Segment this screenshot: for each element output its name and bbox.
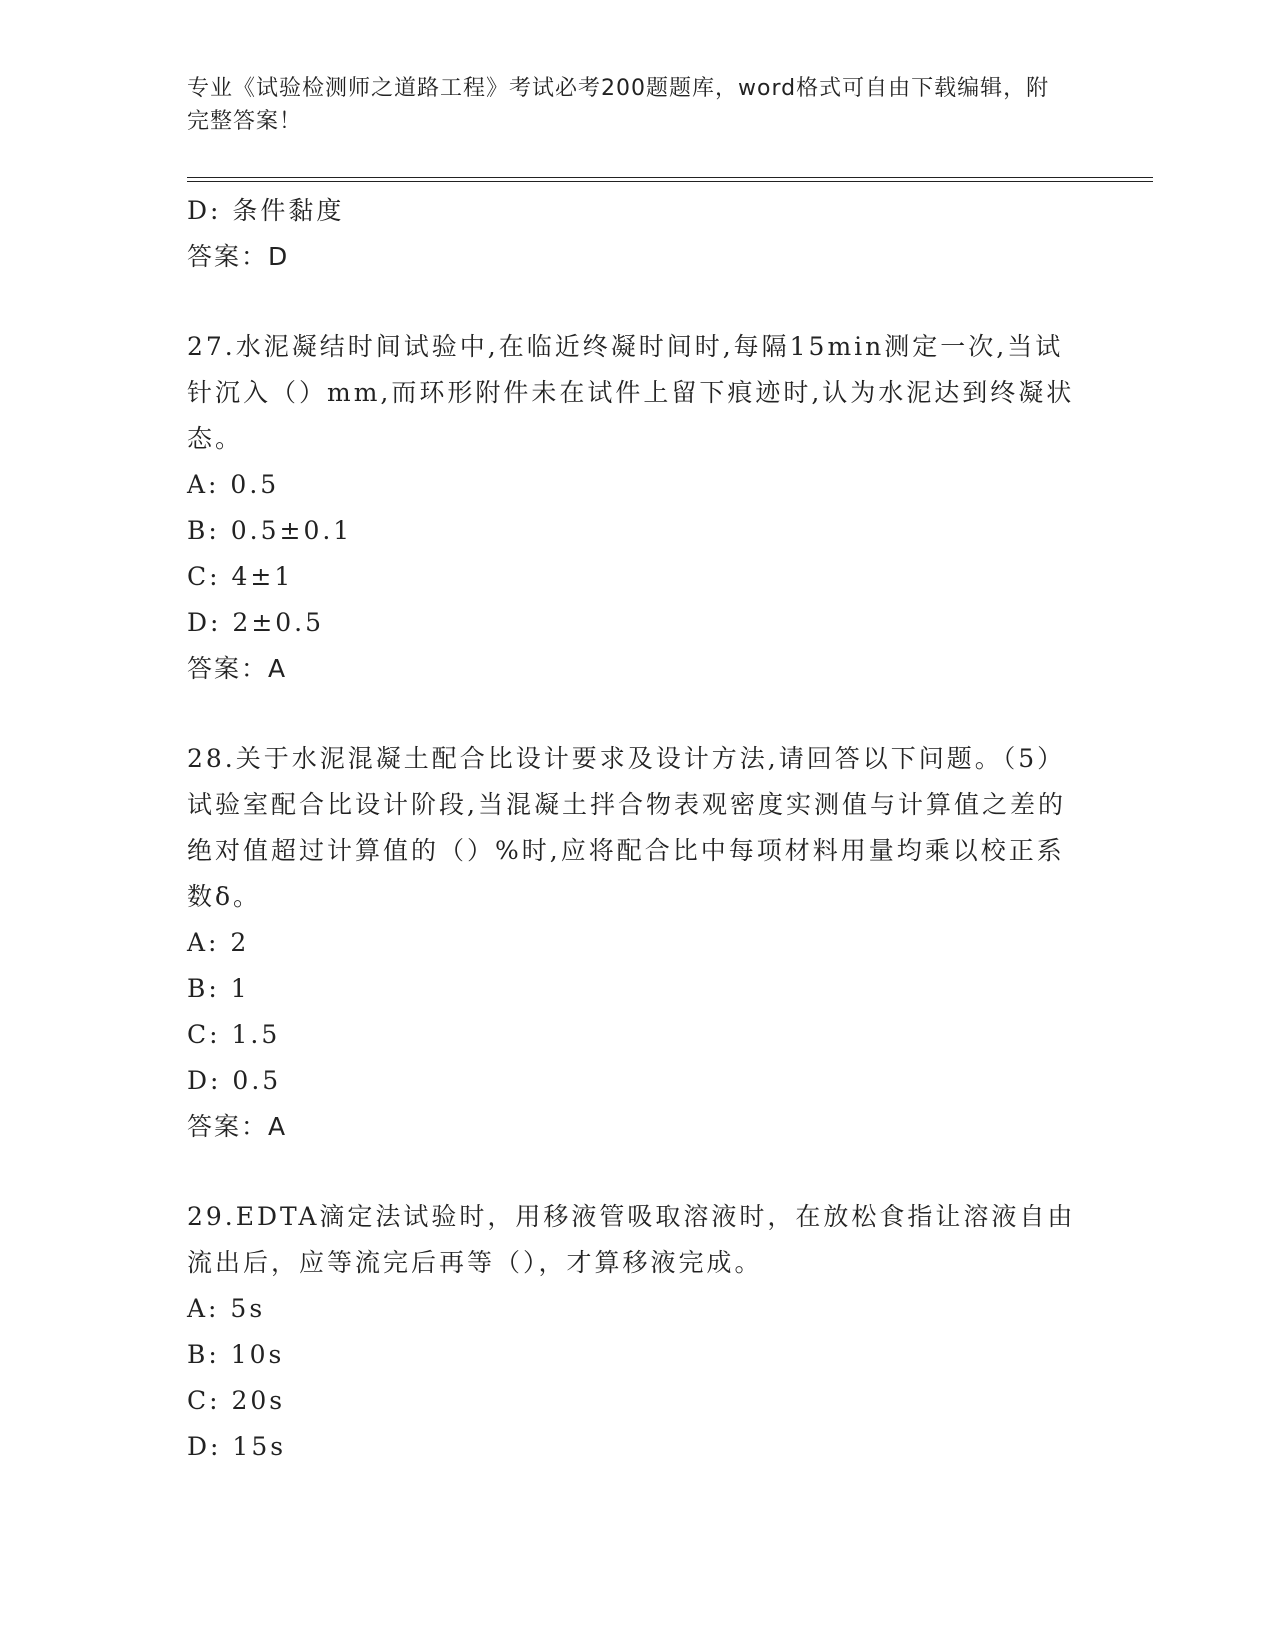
answer: 答案：D: [187, 242, 290, 271]
option-c: C: 4±1: [187, 562, 294, 591]
option-d: D: 2±0.5: [187, 608, 325, 637]
option-a: A: 0.5: [187, 470, 280, 499]
option-d: D: 条件黏度: [187, 196, 345, 225]
option-b: B: 0.5±0.1: [187, 516, 353, 545]
option-b: B: 10s: [187, 1340, 285, 1369]
option-a: A: 2: [187, 928, 250, 957]
page-header: [187, 72, 1067, 138]
question-text: 29.EDTA滴定法试验时，用移液管吸取溶液时，在放松食指让溶液自由流出后，应等流完后再等（），才算移液完成。: [187, 1202, 1076, 1277]
option-a: A: 5s: [187, 1294, 266, 1323]
question-28: [187, 736, 1087, 1150]
previous-question-tail: [187, 188, 1087, 280]
header-divider: [187, 177, 1153, 182]
header-text: 专业《试验检测师之道路工程》考试必考200题题库，word格式可自由下载编辑，附完整答案！: [187, 76, 1050, 134]
question-text: 28.关于水泥混凝土配合比设计要求及设计方法,请回答以下问题。（5）试验室配合比设计阶段,当混凝土拌合物表观密度实测值与计算值之差的绝对值超过计算值的（）%时,应将配合比中每项材料用量均乘以校正系数δ。: [187, 744, 1066, 911]
option-b: B: 1: [187, 974, 250, 1003]
document-body: [187, 188, 1087, 1470]
question-text: 27.水泥凝结时间试验中,在临近终凝时间时,每隔15min测定一次,当试针沉入（）mm,而环形附件未在试件上留下痕迹时,认为水泥达到终凝状态。: [187, 332, 1075, 453]
question-27: [187, 324, 1087, 692]
answer: 答案：A: [187, 654, 288, 683]
option-d: D: 0.5: [187, 1066, 282, 1095]
answer: 答案：A: [187, 1112, 288, 1141]
option-c: C: 1.5: [187, 1020, 281, 1049]
question-29: [187, 1194, 1087, 1470]
option-c: C: 20s: [187, 1386, 286, 1415]
option-d: D: 15s: [187, 1432, 287, 1461]
